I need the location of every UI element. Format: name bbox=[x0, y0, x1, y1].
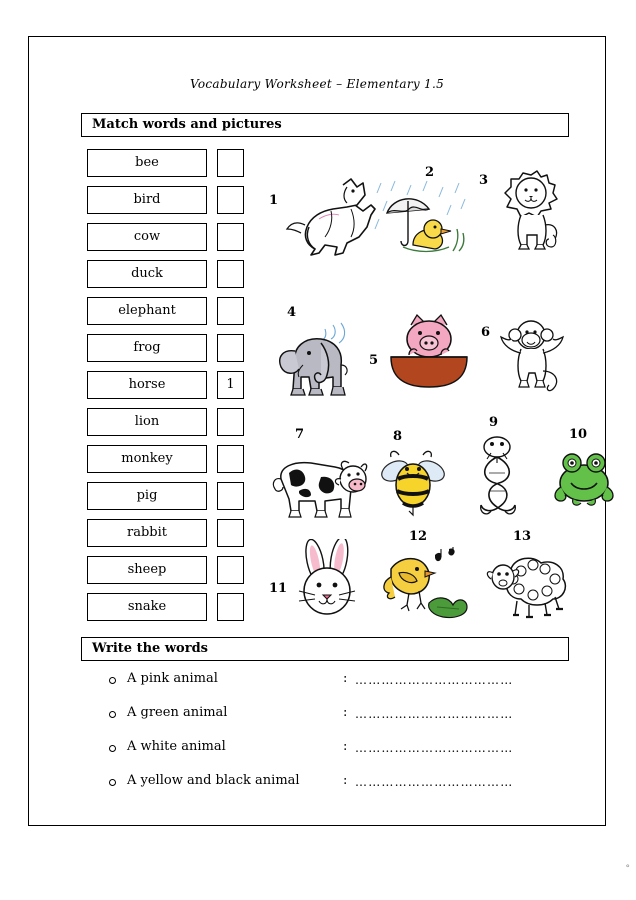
word-label-monkey: monkey bbox=[87, 445, 207, 473]
word-label-rabbit: rabbit bbox=[87, 519, 207, 547]
word-label-bee: bee bbox=[87, 149, 207, 177]
picture-number-13: 13 bbox=[513, 529, 532, 544]
list-item bbox=[87, 149, 262, 186]
word-label-lion: lion bbox=[87, 408, 207, 436]
picture-number-8: 8 bbox=[393, 429, 403, 444]
write-answer-line-3[interactable]: ……………………………… bbox=[355, 741, 514, 755]
corner-mark: ° bbox=[625, 864, 630, 874]
duck-with-umbrella-icon bbox=[373, 179, 473, 259]
word-label-cow: cow bbox=[87, 223, 207, 251]
picture-number-9: 9 bbox=[489, 415, 499, 430]
bird-icon bbox=[379, 547, 471, 623]
write-prompt-1: A pink animal bbox=[127, 671, 218, 686]
list-item bbox=[87, 593, 262, 630]
picture-number-12: 12 bbox=[409, 529, 428, 544]
list-item bbox=[87, 260, 262, 297]
list-item bbox=[103, 773, 573, 807]
section-header-write bbox=[81, 637, 569, 661]
word-list bbox=[87, 149, 262, 630]
answer-input-rabbit[interactable] bbox=[217, 519, 244, 547]
write-prompt-4: A yellow and black animal bbox=[127, 773, 300, 788]
write-prompt-2: A green animal bbox=[127, 705, 228, 720]
word-label-horse: horse bbox=[87, 371, 207, 399]
write-prompt-3: A white animal bbox=[127, 739, 226, 754]
answer-input-snake[interactable] bbox=[217, 593, 244, 621]
list-item bbox=[103, 705, 573, 739]
word-label-bird: bird bbox=[87, 186, 207, 214]
answer-input-horse[interactable]: 1 bbox=[217, 371, 244, 399]
list-item bbox=[87, 408, 262, 445]
list-item bbox=[87, 445, 262, 482]
monkey-icon bbox=[495, 315, 571, 399]
picture-number-6: 6 bbox=[481, 325, 491, 340]
picture-number-3: 3 bbox=[479, 173, 489, 188]
picture-number-10: 10 bbox=[569, 427, 588, 442]
bullet-icon bbox=[109, 779, 116, 786]
section-header-match bbox=[81, 113, 569, 137]
worksheet-border bbox=[28, 36, 606, 826]
page-title: Vocabulary Worksheet – Elementary 1.5 bbox=[189, 77, 445, 91]
word-label-duck: duck bbox=[87, 260, 207, 288]
bullet-icon bbox=[109, 745, 116, 752]
answer-input-bird[interactable] bbox=[217, 186, 244, 214]
picture-number-1: 1 bbox=[269, 193, 279, 208]
list-item bbox=[87, 519, 262, 556]
rabbit-icon bbox=[289, 539, 369, 617]
write-answer-line-4[interactable]: ……………………………… bbox=[355, 775, 514, 789]
write-colon-2: : bbox=[343, 705, 348, 720]
write-colon-3: : bbox=[343, 739, 348, 754]
elephant-icon bbox=[275, 321, 375, 405]
lion-icon bbox=[493, 169, 573, 259]
list-item bbox=[87, 334, 262, 371]
list-item bbox=[87, 186, 262, 223]
word-label-sheep: sheep bbox=[87, 556, 207, 584]
pig-icon bbox=[383, 311, 475, 391]
answer-input-elephant[interactable] bbox=[217, 297, 244, 325]
picture-number-5: 5 bbox=[369, 353, 379, 368]
word-label-frog: frog bbox=[87, 334, 207, 362]
list-item bbox=[87, 371, 262, 408]
picture-number-2: 2 bbox=[425, 165, 435, 180]
word-label-snake: snake bbox=[87, 593, 207, 621]
picture-grid bbox=[265, 145, 588, 625]
frog-icon bbox=[551, 449, 617, 509]
answer-input-cow[interactable] bbox=[217, 223, 244, 251]
bee-icon bbox=[377, 449, 453, 519]
write-answer-line-1[interactable]: ……………………………… bbox=[355, 673, 514, 687]
section-heading-match-label: Match words and pictures bbox=[92, 117, 282, 132]
answer-input-sheep[interactable] bbox=[217, 556, 244, 584]
word-label-elephant: elephant bbox=[87, 297, 207, 325]
answer-input-duck[interactable] bbox=[217, 260, 244, 288]
list-item bbox=[87, 482, 262, 519]
sheep-icon bbox=[481, 547, 573, 621]
snake-icon bbox=[467, 433, 531, 521]
answer-input-lion[interactable] bbox=[217, 408, 244, 436]
answer-input-bee[interactable] bbox=[217, 149, 244, 177]
picture-number-7: 7 bbox=[295, 427, 305, 442]
answer-input-monkey[interactable] bbox=[217, 445, 244, 473]
list-item bbox=[103, 739, 573, 773]
answer-input-pig[interactable] bbox=[217, 482, 244, 510]
picture-number-11: 11 bbox=[269, 581, 288, 596]
section-heading-write-label: Write the words bbox=[92, 641, 208, 656]
picture-number-4: 4 bbox=[287, 305, 297, 320]
list-item bbox=[87, 556, 262, 593]
list-item bbox=[87, 223, 262, 260]
write-the-words-list bbox=[103, 671, 573, 807]
list-item bbox=[103, 671, 573, 705]
write-colon-1: : bbox=[343, 671, 348, 686]
write-colon-4: : bbox=[343, 773, 348, 788]
write-answer-line-2[interactable]: ……………………………… bbox=[355, 707, 514, 721]
cow-icon bbox=[269, 445, 373, 531]
bullet-icon bbox=[109, 711, 116, 718]
list-item bbox=[87, 297, 262, 334]
horse-icon bbox=[285, 175, 380, 260]
answer-input-frog[interactable] bbox=[217, 334, 244, 362]
bullet-icon bbox=[109, 677, 116, 684]
word-label-pig: pig bbox=[87, 482, 207, 510]
